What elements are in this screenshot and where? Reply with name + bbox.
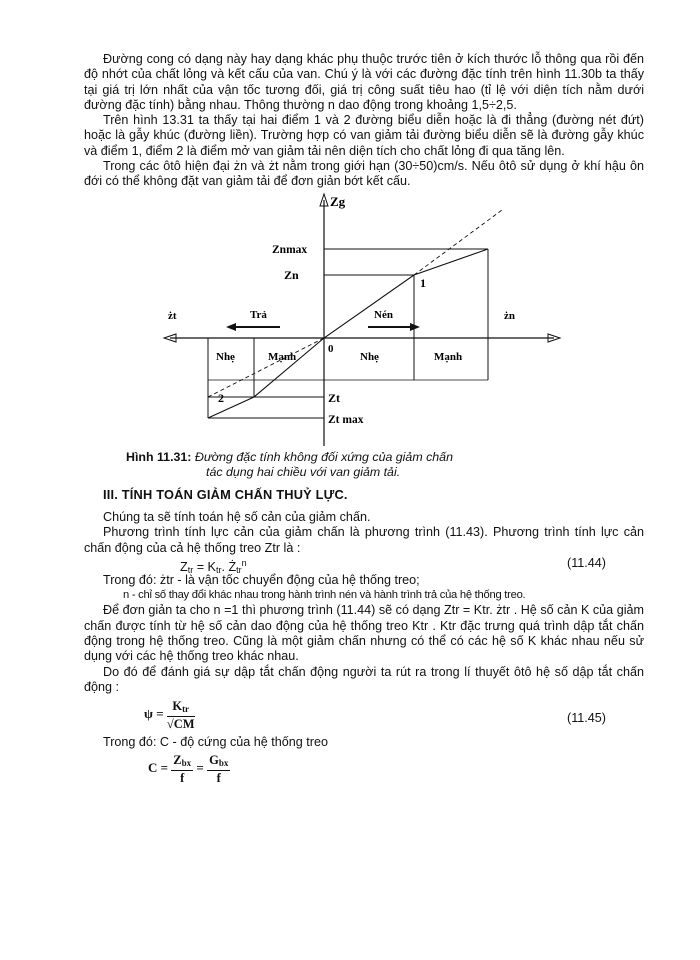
broken-characteristic-line <box>208 249 488 418</box>
label-nhe-right: Nhẹ <box>360 350 379 363</box>
c-formula <box>148 753 230 785</box>
figure-caption <box>126 450 644 480</box>
paragraph-9: Do đó để đánh giá sự dập tắt chấn động người ta rút ra trong lí thuyết ôtô hệ số dập tắt chấn động : <box>84 664 644 694</box>
label-nhe-left: Nhẹ <box>216 350 235 363</box>
label-zt-axis: żt <box>168 309 177 322</box>
eq44-sub-tr-2: tr <box>215 565 222 576</box>
psi-k-sub: tr <box>182 704 190 715</box>
paragraph-3: Trong các ôtô hiện đại żn và żt nằm trong giới hạn (30÷50)cm/s. Nếu ôtô sử dụng ở khí hậu ôn đới có thể không đặt van giảm tải để đơn giản bớt kết cấu. <box>84 159 644 189</box>
tra-arrowhead <box>226 323 236 331</box>
psi-k: K <box>172 699 183 714</box>
psi-fraction <box>167 699 195 731</box>
paragraph-8: Để đơn giản ta cho n =1 thì phương trình (11.44) sẽ có dạng Ztr = Ktr. żtr . Hệ số cản K của giảm chấn được tính từ hệ số cản dao động của hệ thống treo Ktr . Ktr đặc trưng quá trình dập tắt chấn động trong hệ thống treo. Cũng là một giảm chấn nhưng có thể có các hệ số K khác nhau nếu sử dụng với các hệ thống treo khác nhau. <box>84 603 644 664</box>
label-zg: Zg <box>330 193 346 209</box>
caption-label: Hình 11.31: <box>126 449 192 464</box>
eq44-k: = K <box>193 560 216 575</box>
c-denominator-2: f <box>216 770 221 785</box>
paragraph-6: Trong đó: żtr - là vận tốc chuyển động của hệ thống treo; <box>103 572 420 587</box>
label-nen: Nén <box>374 308 393 321</box>
eq44-sub-tr-3: tr <box>236 565 242 576</box>
equation-11-44-body <box>180 556 247 578</box>
label-zn-axis: żn <box>504 309 515 322</box>
label-origin: 0 <box>328 342 334 355</box>
label-point-2: 2 <box>218 390 224 405</box>
label-ztmax: Zt max <box>328 413 364 426</box>
c-numerator-2 <box>207 753 230 771</box>
c-fraction-1 <box>171 753 193 785</box>
label-manh-right: Mạnh <box>434 350 463 363</box>
equation-11-45 <box>84 697 644 735</box>
paragraph-7: n - chỉ số thay đổi khác nhau trong hành trình nén và hành trình trả của hệ thống treo. <box>123 589 526 602</box>
figure-11-31 <box>84 192 644 450</box>
label-tra: Trả <box>250 308 267 321</box>
psi-numerator <box>167 699 195 717</box>
eq44-zdot: . Ż <box>221 560 237 575</box>
paragraph-5: Phương trình tính lực cản của giảm chấn là phương trình (11.43). Phương trình tính lực cản chấn động của cả hệ thống treo Ztr là : <box>84 525 644 555</box>
label-point-1: 1 <box>420 275 426 290</box>
paragraph-2: Trên hình 13.31 ta thấy tại hai điểm 1 và 2 đường biểu diễn hoặc là đi thẳng (đường nét đứt) hoặc là gẫy khúc (đường liền). Trường hợp có van giảm tải đường biểu diễn sẽ là đường gẫy khúc và điểm 1, điểm 2 là điểm mở van giảm tải nên diện tích cho chất lỏng đi qua tăng lên. <box>84 113 644 158</box>
eq44-z: Z <box>180 560 188 575</box>
label-znmax: Znmax <box>272 243 308 256</box>
c-fraction-2 <box>207 753 230 785</box>
characteristic-diagram <box>84 192 644 450</box>
dashed-line-upper <box>414 210 502 275</box>
nen-arrowhead <box>410 323 420 331</box>
psi-formula <box>144 699 195 731</box>
section-heading: III. TÍNH TOÁN GIẢM CHẤN THUỶ LỰC. <box>103 486 348 502</box>
c-z: Z <box>173 752 182 767</box>
caption-line-2: tác dụng hai chiều với van giảm tải. <box>206 464 401 479</box>
c-lhs: C = <box>148 759 169 775</box>
c-denominator-1: f <box>180 770 185 785</box>
equation-number-11-44: (11.44) <box>567 555 606 570</box>
paragraph-4: Chúng ta sẽ tính toán hệ số cản của giảm chấn. <box>103 509 371 524</box>
eq44-sub-tr: tr <box>187 565 194 576</box>
eq44-exp-n: n <box>241 557 247 568</box>
c-equals: = <box>196 759 204 775</box>
paragraph-10: Trong đó: C - độ cứng của hệ thống treo <box>103 735 328 750</box>
equation-11-44 <box>84 555 644 576</box>
dashed-line-lower <box>208 338 324 397</box>
stiffness-formula <box>84 751 644 785</box>
c-g-sub: bx <box>218 757 229 768</box>
document-page <box>84 52 644 785</box>
paragraph-1: Đường cong có dạng này hay dạng khác phụ thuộc trước tiên ở kích thước lỗ thông qua rồi đến độ nhớt của chất lỏng và kết cấu của van. Chú ý là với các đường đặc tính trên hình 11.30b ta thấy tại giá trị lớn nhất của vận tốc tương đối, giá trị công suất tiêu hao (tỉ lệ với diện tích nằm dưới đường đặc tính) bằng nhau. Thông thường n dao động trong khoảng 1,5÷2,5. <box>84 52 644 112</box>
label-manh-left: Mạnh <box>268 350 297 363</box>
label-zt: Zt <box>328 390 340 405</box>
psi-lhs: ψ = <box>144 706 164 722</box>
c-g: G <box>209 752 219 767</box>
c-numerator-1 <box>171 753 193 771</box>
caption-line-1: Đường đặc tính không đối xứng của giảm chấn <box>194 449 453 464</box>
psi-denominator: √CM <box>166 717 195 732</box>
equation-number-11-45: (11.45) <box>567 711 606 726</box>
label-zn: Zn <box>284 267 299 282</box>
c-z-sub: bx <box>181 757 192 768</box>
